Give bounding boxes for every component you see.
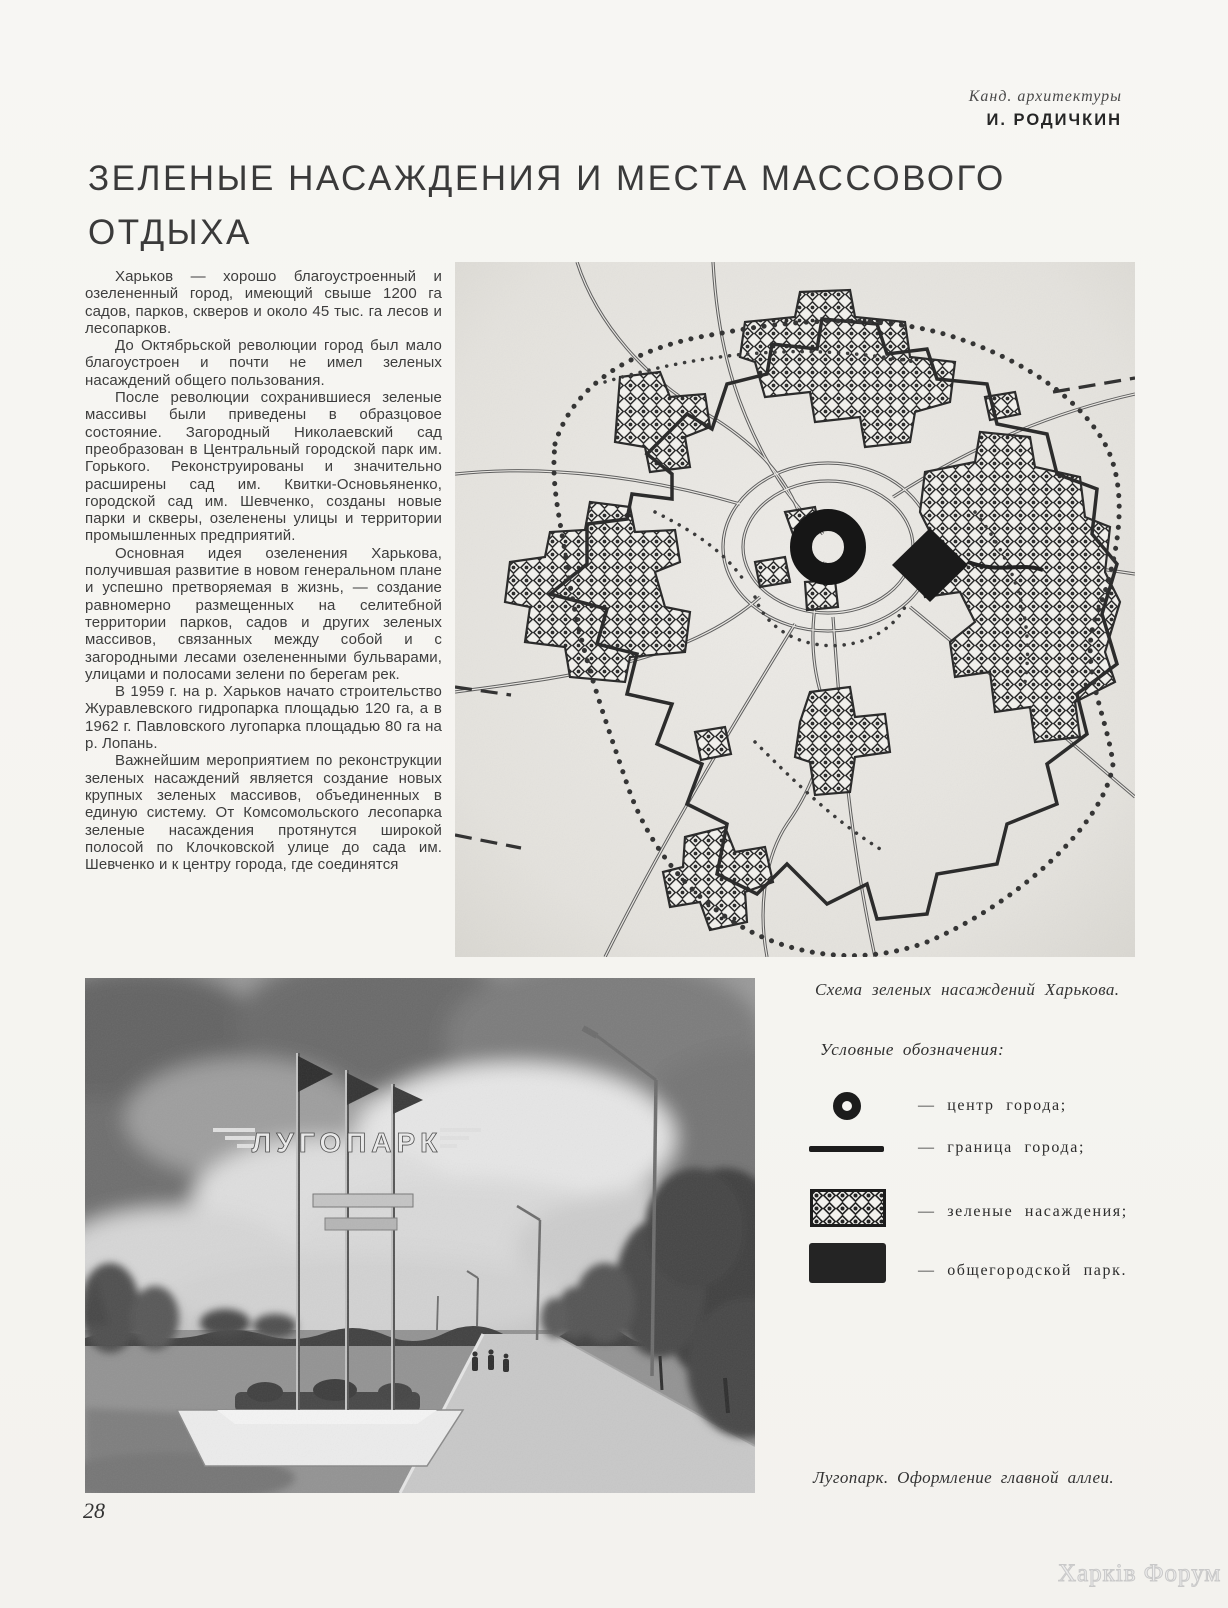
watermark: Харків Форум [1058, 1560, 1222, 1587]
author-name: И. РОДИЧКИН [986, 111, 1122, 129]
lugopark-photo-image [85, 978, 755, 1493]
page-number: 28 [83, 1498, 105, 1523]
city-boundary-icon [809, 1146, 884, 1152]
lugopark-sign-text: ЛУГОПАРК [251, 1127, 443, 1158]
body-paragraph: До Октябрьской революции город был мало благоустроен и почти не имел зеленых насаждений общего пользования. [85, 337, 442, 389]
legend-label-green-areas: — зеленые насаждения; [918, 1203, 1128, 1220]
author-block [969, 88, 1122, 130]
city-park-icon [809, 1243, 886, 1283]
legend-title: Условные обозначения: [820, 1040, 1005, 1059]
body-paragraph: Важнейшим мероприятием по реконструкции зеленых насаждений является создание новых крупных зеленых массивов, объединенных в единую систему. От Комсомольского лесопарка зеленые насаждения протянутся широкой полосой по Клочковской улице до сада им. Шевченко и к центру города, где соединятся [85, 752, 442, 874]
lugopark-photo [85, 978, 755, 1493]
kharkiv-greenery-map [455, 262, 1135, 957]
photo-caption: Лугопарк. Оформление главной аллеи. [813, 1468, 1115, 1487]
city-center-icon [833, 1092, 861, 1120]
body-paragraph: Харьков — хорошо благоустроенный и озелененный город, имеющий свыше 1200 га садов, парков, скверов и около 45 тыс. га лесов и лесопарков. [85, 268, 442, 337]
green-areas-icon [810, 1189, 886, 1227]
legend-label-city-park: — общегородской парк. [918, 1262, 1128, 1279]
author-degree: Канд. архитектуры [968, 88, 1122, 105]
body-paragraph: После революции сохранившиеся зеленые массивы были приведены в образцовое состояние. Загородный Николаевский сад преобразован в Центральный городской парк им. Горького. Реконструированы и значительно расширены сад им. Квитки-Основьяненко, городской сад им. Шевченко, созданы новые парки и скверы, озеленены улицы и территории промышленных предприятий. [85, 389, 442, 545]
body-paragraph: В 1959 г. на р. Харьков начато строительство Журавлевского гидропарка площадью 120 га, а в 1962 г. Павловского лугопарка площадью 80 га на р. Лопань. [85, 683, 442, 753]
map-caption: Схема зеленых насаждений Харькова. [815, 980, 1120, 999]
legend-label-city-center: — центр города; [918, 1097, 1067, 1114]
city-map-figure [455, 262, 1135, 957]
body-paragraph: Основная идея озеленения Харькова, получившая развитие в новом генеральном плане и успешно претворяемая в жизнь, — создание равномерно размещенных на селитебной территории парков, садов и других зеленых массивов, связанных между собой и с загородными лесами озелененными бульварами, улицами и полосами зелени по берегам рек. [85, 544, 442, 683]
legend-label-city-boundary: — граница города; [918, 1139, 1086, 1156]
article-title: ЗЕЛЕНЫЕ НАСАЖДЕНИЯ И МЕСТА МАССОВОГО ОТДЫХА [88, 159, 1006, 252]
body-text-column [85, 268, 442, 873]
